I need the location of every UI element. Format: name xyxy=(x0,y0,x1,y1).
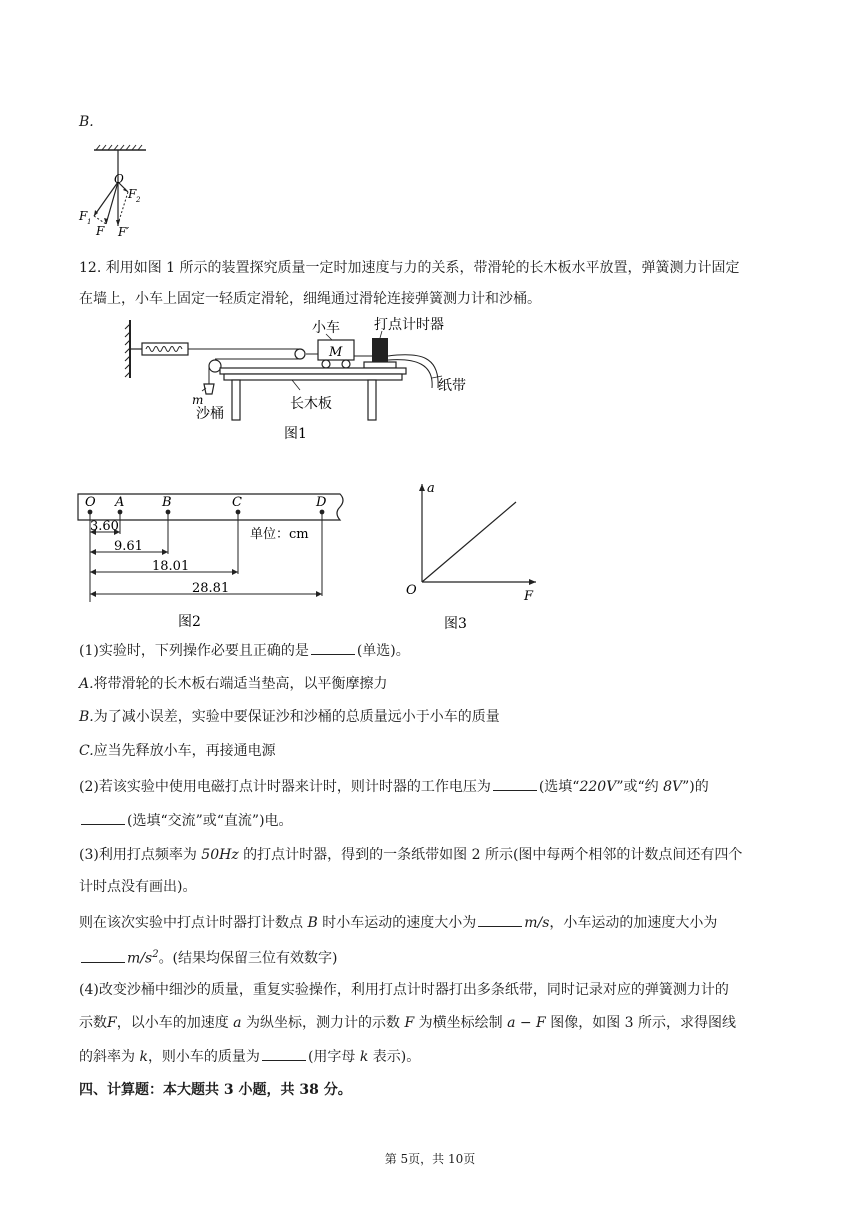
option-c-text: 应当先释放小车，再接通电源 xyxy=(93,743,276,759)
option-a-label: A. xyxy=(79,676,94,692)
sub3-line1 xyxy=(79,845,742,865)
fig2-dist-OD: 28.81 xyxy=(192,581,230,596)
fig3-y-label: a xyxy=(427,481,435,496)
sub2-text-e: (选填“交流”或“直流”)电。 xyxy=(127,813,293,829)
fig1-m-label: m xyxy=(192,393,204,407)
fig2-point-D: D xyxy=(316,495,327,510)
fig3-origin: O xyxy=(406,583,417,598)
force-label-f: F xyxy=(96,224,105,238)
figure-1-apparatus xyxy=(120,316,480,448)
figure-3-graph xyxy=(394,478,544,634)
sub1-question xyxy=(79,640,410,661)
sub3-line3 xyxy=(79,912,717,933)
sub2-text-d: ”)的 xyxy=(682,779,709,795)
fig1-bucket-label: 沙桶 xyxy=(196,406,224,422)
force-label-o: O xyxy=(114,172,124,186)
fig2-dist-OC: 18.01 xyxy=(152,559,190,574)
fig2-dist-OB: 9.61 xyxy=(114,539,143,554)
q12-line1: 12. 利用如图 1 所示的装置探究质量一定时加速度与力的关系，带滑轮的长木板水平放置，弹簧测力计固定 xyxy=(79,260,740,276)
sub4-var-a: a xyxy=(233,1015,242,1031)
fig1-M: M xyxy=(329,345,343,360)
sub2-text-b: (选填“ xyxy=(538,779,580,795)
sub2-line1 xyxy=(79,776,709,797)
fig1-timer-label: 打点计时器 xyxy=(374,317,444,333)
force-label-f2: F xyxy=(128,187,137,201)
fig3-caption: 图3 xyxy=(444,616,467,632)
option-a-text: 将带滑轮的长木板右端适当垫高，以平衡摩擦力 xyxy=(93,676,388,692)
q12-line2: 在墙上，小车上固定一轻质定滑轮，细绳通过滑轮连接弹簧测力计和沙桶。 xyxy=(79,291,541,307)
sub1-option-b xyxy=(79,707,500,727)
sub3-text-f: 。(结果均保留三位有效数字) xyxy=(158,950,338,967)
answer-blank[interactable] xyxy=(493,776,537,791)
option-b-label2: B. xyxy=(79,709,94,725)
option-c-label: C. xyxy=(79,743,94,759)
sub3-unit-exponent: 2 xyxy=(152,949,159,960)
answer-blank[interactable] xyxy=(311,640,355,655)
force-label-f1: F xyxy=(79,209,88,223)
sub3-text-c: 则在该次实验中打点计时器打计数点 xyxy=(79,915,303,931)
sub2-text-c: ”或“约 xyxy=(616,779,664,795)
sub4-text-g: 的斜率为 xyxy=(79,1049,135,1065)
fig2-dist-OA: 3.60 xyxy=(90,519,119,534)
sub4-var-F2: F xyxy=(404,1015,415,1031)
sub4-text-f: 图像，如图 3 所示，求得图线 xyxy=(550,1015,737,1031)
figure-2-tape xyxy=(74,488,364,634)
sub1-question-text: (1)实验时，下列操作必要且正确的是 xyxy=(79,643,309,659)
sub4-text-i: (用字母 xyxy=(307,1049,356,1065)
sub3-text-a: (3)利用打点频率为 xyxy=(79,847,197,863)
answer-blank[interactable] xyxy=(478,912,522,927)
section-4-heading: 四、计算题：本大题共 3 小题，共 38 分。 xyxy=(79,1082,352,1098)
force-label-fprime: F′ xyxy=(118,225,130,238)
sub2-line2 xyxy=(79,810,293,831)
fig3-x-label: F xyxy=(524,589,534,604)
sub2-voltage-8: 8V xyxy=(663,779,683,795)
option-b-label: B. xyxy=(79,114,94,130)
answer-blank[interactable] xyxy=(81,948,125,963)
sub4-var-k2: k xyxy=(359,1049,369,1065)
sub1-option-c xyxy=(79,741,276,761)
fig2-point-O: O xyxy=(85,495,96,510)
sub4-text-e: 为横坐标绘制 xyxy=(418,1015,503,1031)
sub4-text-c: ，以小车的加速度 xyxy=(116,1015,229,1031)
sub1-question-suffix: (单选)。 xyxy=(356,643,410,659)
fig2-point-B: B xyxy=(162,495,172,510)
sub3-text-b: 的打点计时器，得到的一条纸带如图 2 所示(图中每两个相邻的计数点间还有四个 xyxy=(243,847,743,863)
sub4-line3 xyxy=(79,1046,420,1067)
force-label-f1-sub: 1 xyxy=(87,218,92,226)
fig2-point-C: C xyxy=(232,495,242,510)
sub4-text-j: 表示)。 xyxy=(372,1049,421,1065)
sub4-var-F: F xyxy=(107,1015,117,1031)
sub4-line2 xyxy=(79,1013,736,1033)
fig2-unit: 单位：cm xyxy=(250,527,309,542)
fig1-caption: 图1 xyxy=(284,426,307,442)
fig1-tape-label: 纸带 xyxy=(438,378,466,394)
sub2-voltage-220: 220V xyxy=(579,779,617,795)
force-diagram xyxy=(76,144,166,238)
sub1-option-a xyxy=(79,674,388,694)
answer-blank[interactable] xyxy=(262,1046,306,1061)
sub4-var-k: k xyxy=(139,1049,148,1065)
fig2-point-A: A xyxy=(115,495,125,510)
fig1-cart-label: 小车 xyxy=(312,320,340,336)
sub3-unit-velocity: m/s xyxy=(524,915,550,931)
fig1-board-label: 长木板 xyxy=(290,396,332,412)
sub2-text-a: (2)若该实验中使用电磁打点计时器来计时，则计时器的工作电压为 xyxy=(79,779,491,795)
sub4-text-b: 示数 xyxy=(79,1015,107,1031)
sub4-line1: (4)改变沙桶中细沙的质量，重复实验操作，利用打点计时器打出多条纸带，同时记录对应的弹簧测力计的 xyxy=(79,982,729,998)
answer-blank[interactable] xyxy=(81,810,125,825)
sub3-point-b: B xyxy=(307,915,318,931)
sub3-line2: 计时点没有画出)。 xyxy=(79,879,197,895)
sub3-unit-accel: m/s xyxy=(127,950,153,967)
fig2-caption: 图2 xyxy=(178,614,201,630)
page-footer: 第 5页，共 10页 xyxy=(384,1152,476,1166)
sub3-text-d: 时小车运动的速度大小为 xyxy=(322,915,477,931)
force-label-f2-sub: 2 xyxy=(136,196,141,204)
sub4-text-h: ，则小车的质量为 xyxy=(147,1049,260,1065)
sub4-text-d: 为纵坐标，测力计的示数 xyxy=(245,1015,400,1031)
sub4-a-F: a − F xyxy=(507,1015,546,1031)
sub3-line4 xyxy=(79,945,338,969)
sub3-text-e: ，小车运动的加速度大小为 xyxy=(549,915,718,931)
sub3-frequency: 50Hz xyxy=(201,847,239,863)
option-b-text: 为了减小误差，实验中要保证沙和沙桶的总质量远小于小车的质量 xyxy=(93,709,500,725)
